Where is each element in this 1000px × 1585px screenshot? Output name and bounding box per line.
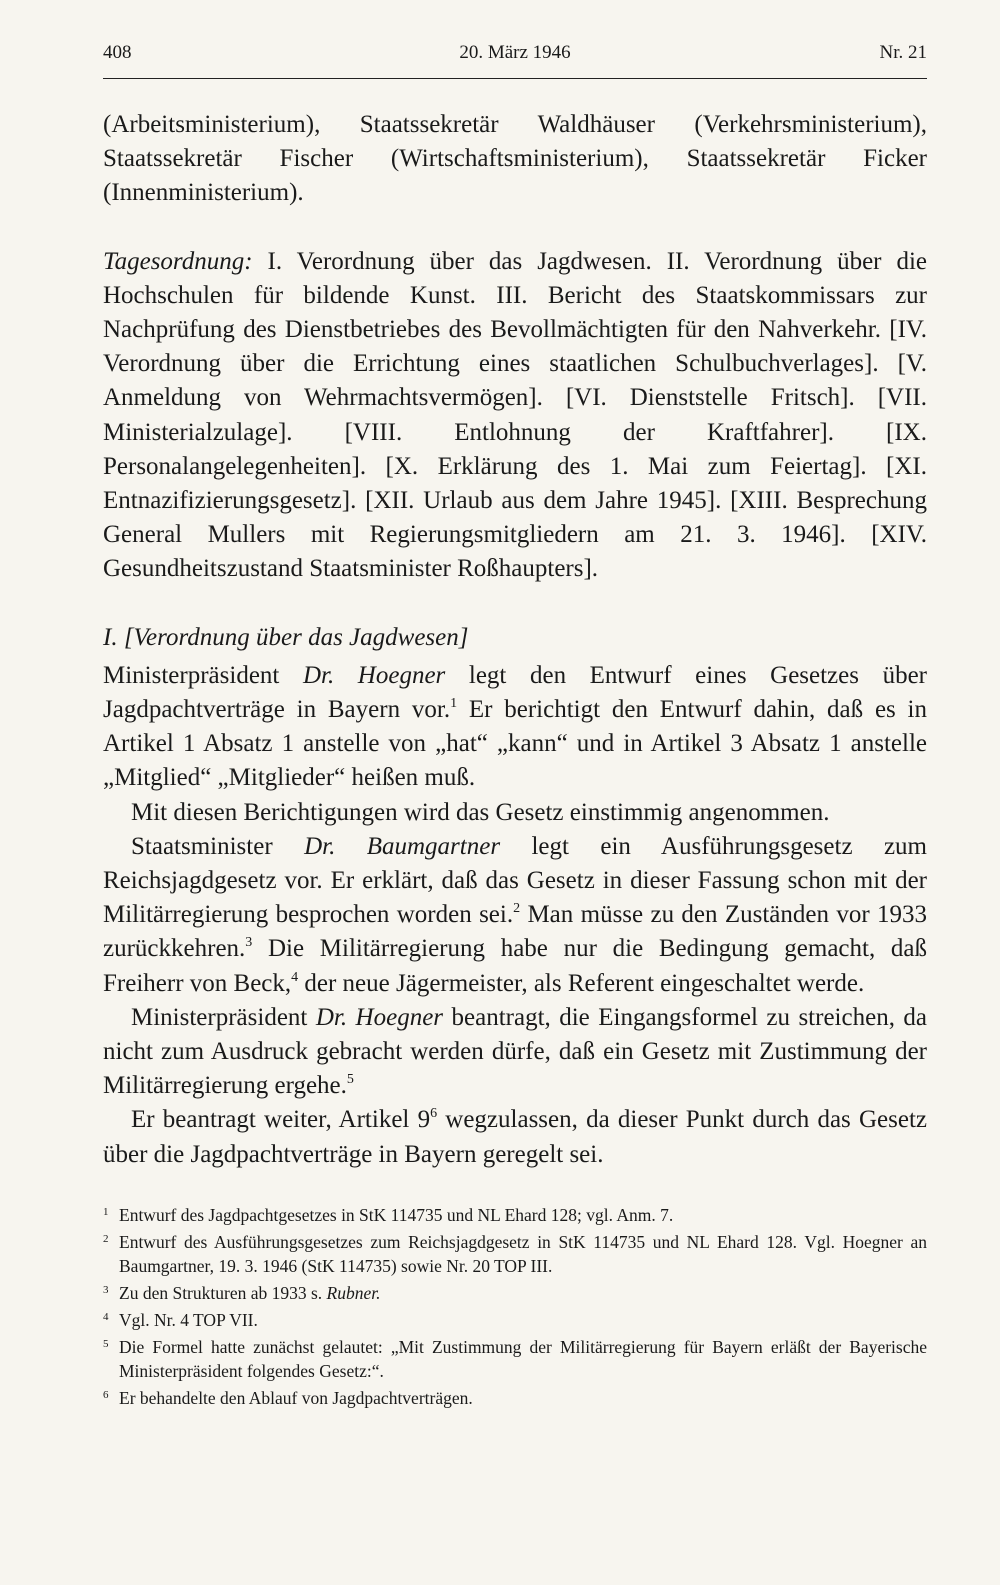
paragraph-draft-law: Ministerpräsident Dr. Hoegner legt den Entwurf eines Gesetzes über Jagdpachtverträge in Bayern vor.$^1$ Er berichtigt den Entwurf dahin, daß es in Artikel 1 Absatz 1 anstelle von „hat“ „kann“ und in Artikel 3 Absatz 1 anstelle „Mitglied“ „Mitglieder“ heißen muß. bbox=[103, 661, 928, 792]
header-date: 20. März 1946 bbox=[459, 42, 571, 63]
footnote: 4 Vgl. Nr. 4 TOP VII. bbox=[103, 1310, 258, 1331]
agenda-paragraph bbox=[103, 245, 927, 587]
header-rule bbox=[103, 78, 927, 79]
person-name: Dr. Baumgartner bbox=[304, 832, 501, 860]
person-name: Dr. Hoegner bbox=[302, 661, 446, 689]
footnote: 2 Entwurf des Ausführungsgesetzes zum Reichsjagdgesetz in StK 114735 und NL Ehard 128. Vgl. Hoegner an Baumgartner, 19. 3. 1946 (StK 114735) sowie Nr. 20 TOP III. bbox=[103, 1231, 927, 1277]
paragraph-article-motion: Er beantragt weiter, Artikel $9^6$ wegzulassen, da dieser Punkt durch das Gesetz über die Jagdpachtverträge in Bayern geregelt sei. bbox=[103, 1106, 928, 1168]
section-heading: I. [Verordnung über das Jagdwesen] bbox=[103, 623, 469, 651]
footnote-ref: 1 bbox=[450, 696, 458, 712]
attendees-paragraph: (Arbeitsministerium), Staatssekretär Waldhäuser (Verkehrsministerium), Staatssekretär Fischer (Wirtschaftsministerium), Staatssekretär Ficker (Innenministerium). bbox=[103, 111, 927, 207]
footnote: 1 Entwurf des Jagdpachtgesetzes in StK 114735 und NL Ehard 128; vgl. Anm. 7. bbox=[103, 1205, 674, 1225]
paragraph-adopted: Mit diesen Berichtigungen wird das Gesetz einstimmig angenommen. bbox=[131, 798, 830, 826]
footnotes bbox=[103, 1203, 927, 1413]
footnote-ref: 3 bbox=[245, 935, 253, 951]
page-number: 408 bbox=[103, 42, 132, 63]
paragraph-implementation-law: Staatsminister Dr. Baumgartner legt ein Ausführungsgesetz zum Reichsjagdgesetz vor. Er erklärt, daß das Gesetz in dieser Fassung schon mit der Militärregierung besprochen worden sei.$^2$ Man müsse zu den Zuständen vor 1933 zurückkehren.$^3$ Die Militärregierung habe nur die Bedingung gemacht, daß Freiherr von Beck,$^4$ der neue Jägermeister, als Referent eingeschaltet werde. bbox=[103, 832, 928, 997]
footnote-ref: 6 bbox=[430, 1106, 438, 1122]
footnote-ref: 4 bbox=[291, 969, 299, 985]
paragraph-preamble-motion: Ministerpräsident Dr. Hoegner beantragt, die Eingangsformel zu streichen, da nicht zum Ausdruck gebracht werden dürfe, daß ein Gesetz mit Zustimmung der Militärregierung ergehe.$^5$ bbox=[103, 1003, 928, 1100]
footnote-ref: 2 bbox=[513, 901, 521, 917]
footnote-ref: 5 bbox=[346, 1072, 354, 1088]
person-name: Dr. Hoegner bbox=[315, 1003, 444, 1031]
footnote: 5 Die Formel hatte zunächst gelautet: „Mit Zustimmung der Militärregierung für Bayern erläßt der Bayerische Ministerpräsident folgendes Gesetz:“. bbox=[103, 1337, 927, 1382]
footnote: 3 Zu den Strukturen ab 1933 s. Rubner. bbox=[103, 1283, 381, 1304]
footnote: 6 Er behandelte den Ablauf von Jagdpachtverträgen. bbox=[103, 1388, 473, 1409]
agenda-label: Tagesordnung: bbox=[103, 247, 253, 275]
main-text bbox=[103, 108, 927, 1172]
agenda-text: I. Verordnung über das Jagdwesen. II. Verordnung über die Hochschulen für bildende Kunst. III. Bericht des Staatskommissars zur Nachprüfung des Dienstbetriebes des Bevollmächtigten für den Nahverkehr. [IV. Verordnung über die Errichtung eines staatlichen Schulbuchverlages]. [V. Anmeldung von Wehrmachtsvermögen]. [VI. Dienststelle Fritsch]. [VII. Ministerialzulage]. [VIII. Entlohnung der Kraftfahrer]. [IX. Personalangelegenheiten]. [X. Erklärung des 1. Mai zum Feiertag]. [XI. Entnazifizierungsgesetz]. [XII. Urlaub aus dem Jahre 1945]. [XIII. Besprechung General Mullers mit Regierungsmitgliedern am 21. 3. 1946]. [XIV. Gesundheitszustand Staatsminister Roßhaupters]. bbox=[103, 247, 927, 583]
running-header bbox=[103, 42, 927, 72]
issue-number: Nr. 21 bbox=[879, 42, 927, 63]
